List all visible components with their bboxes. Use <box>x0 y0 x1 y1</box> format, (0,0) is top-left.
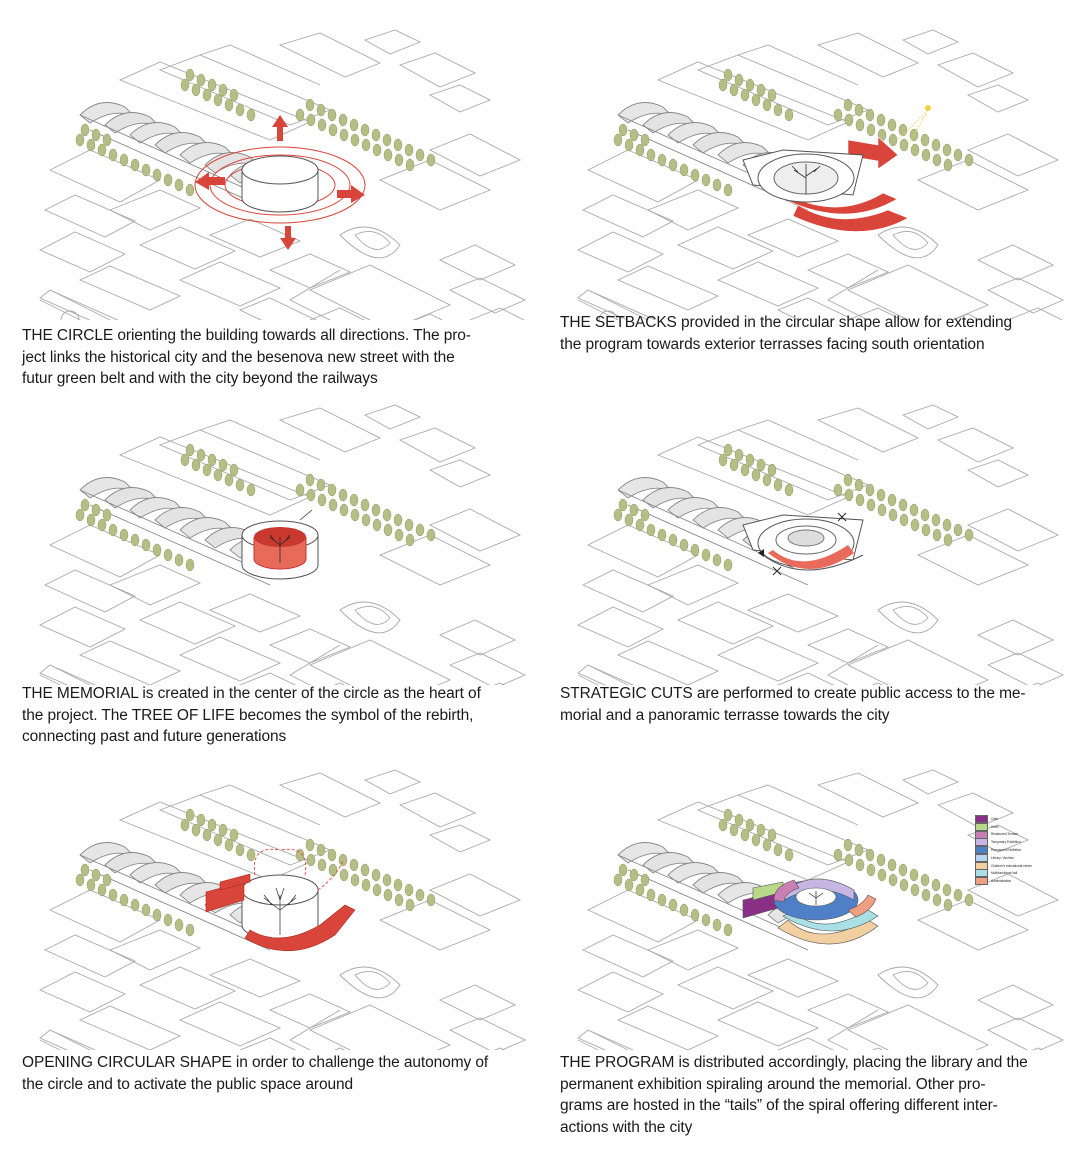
caption-circle-line2: ject links the historical city and the besenova new street with the <box>22 348 455 366</box>
legend-item-permanent-exhibition <box>975 846 1032 854</box>
caption-program-line2: permanent exhibition spiraling around the memorial. Other pro- <box>560 1075 986 1093</box>
program-legend <box>975 815 1032 885</box>
legend-item-hotel <box>975 823 1032 831</box>
legend-item-childrens-center <box>975 862 1032 870</box>
legend-label: Cafe <box>991 816 998 821</box>
caption-memorial-line2: the project. The TREE OF LIFE becomes the symbol of the rebirth, <box>22 706 474 724</box>
legend-item-administration <box>975 877 1032 885</box>
caption-memorial-line1: THE MEMORIAL is created in the center of the circle as the heart of <box>22 685 481 702</box>
caption-setbacks-line2: the program towards exterior terrasses facing south orientation <box>560 335 985 353</box>
legend-item-library <box>975 854 1032 862</box>
caption-program-line4: actions with the city <box>560 1118 693 1136</box>
legend-label: Permanent Exhibition <box>991 848 1022 853</box>
caption-setbacks-line1: THE SETBACKS provided in the circular shape allow for extending <box>560 314 1013 331</box>
legend-label: Administration <box>991 879 1012 884</box>
legend-label: Temporary Exhibition <box>991 840 1021 845</box>
panel-circle <box>10 20 530 395</box>
legend-swatch <box>975 838 988 846</box>
legend-label: Children's educational center <box>991 863 1033 868</box>
legend-label: Library / Archive <box>991 855 1014 860</box>
legend-swatch <box>975 846 988 854</box>
panel-cuts <box>548 395 1068 755</box>
diagram-setbacks <box>548 20 1068 320</box>
legend-swatch <box>975 815 988 823</box>
legend-swatch <box>975 854 988 862</box>
caption-circle-line3: futur green belt and with the city beyond the railways <box>22 370 378 387</box>
panel-program <box>548 760 1068 1160</box>
caption-opening-line1: OPENING CIRCULAR SHAPE in order to challenge the autonomy of <box>22 1054 489 1071</box>
diagram-circle <box>10 20 530 320</box>
panel-setbacks <box>548 20 1068 395</box>
panel-opening <box>10 760 530 1100</box>
legend-item-multifunctional-hall <box>975 870 1032 878</box>
legend-swatch <box>975 823 988 831</box>
panel-memorial <box>10 395 530 755</box>
legend-label: Restaurant Terrace <box>991 832 1019 837</box>
diagram-program <box>548 760 1068 1050</box>
legend-swatch <box>975 831 988 839</box>
caption-circle-line1: THE CIRCLE orienting the building towards all directions. The pro- <box>22 327 471 344</box>
caption-program-line3: grams are hosted in the “tails” of the spiral offering different inter- <box>560 1097 998 1114</box>
caption-opening-line2: the circle and to activate the public space around <box>22 1075 354 1093</box>
caption-memorial-line3: connecting past and future generations <box>22 728 287 745</box>
legend-label: Hotel <box>991 824 999 829</box>
legend-item-restaurant-terrace <box>975 831 1032 839</box>
diagram-cuts <box>548 395 1068 685</box>
caption-cuts-line1: STRATEGIC CUTS are performed to create public access to the me- <box>560 685 1026 702</box>
legend-swatch <box>975 877 988 885</box>
legend-swatch <box>975 862 988 870</box>
legend-label: Multifunctional hall <box>991 871 1018 876</box>
diagram-memorial <box>10 395 530 685</box>
legend-item-temporary-exhibition <box>975 838 1032 846</box>
legend-item-cafe <box>975 815 1032 823</box>
caption-program-line1: THE PROGRAM is distributed accordingly, placing the library and the <box>560 1054 1028 1071</box>
diagram-opening <box>10 760 530 1050</box>
legend-swatch <box>975 869 988 877</box>
caption-cuts-line2: morial and a panoramic terrasse towards the city <box>560 706 890 724</box>
